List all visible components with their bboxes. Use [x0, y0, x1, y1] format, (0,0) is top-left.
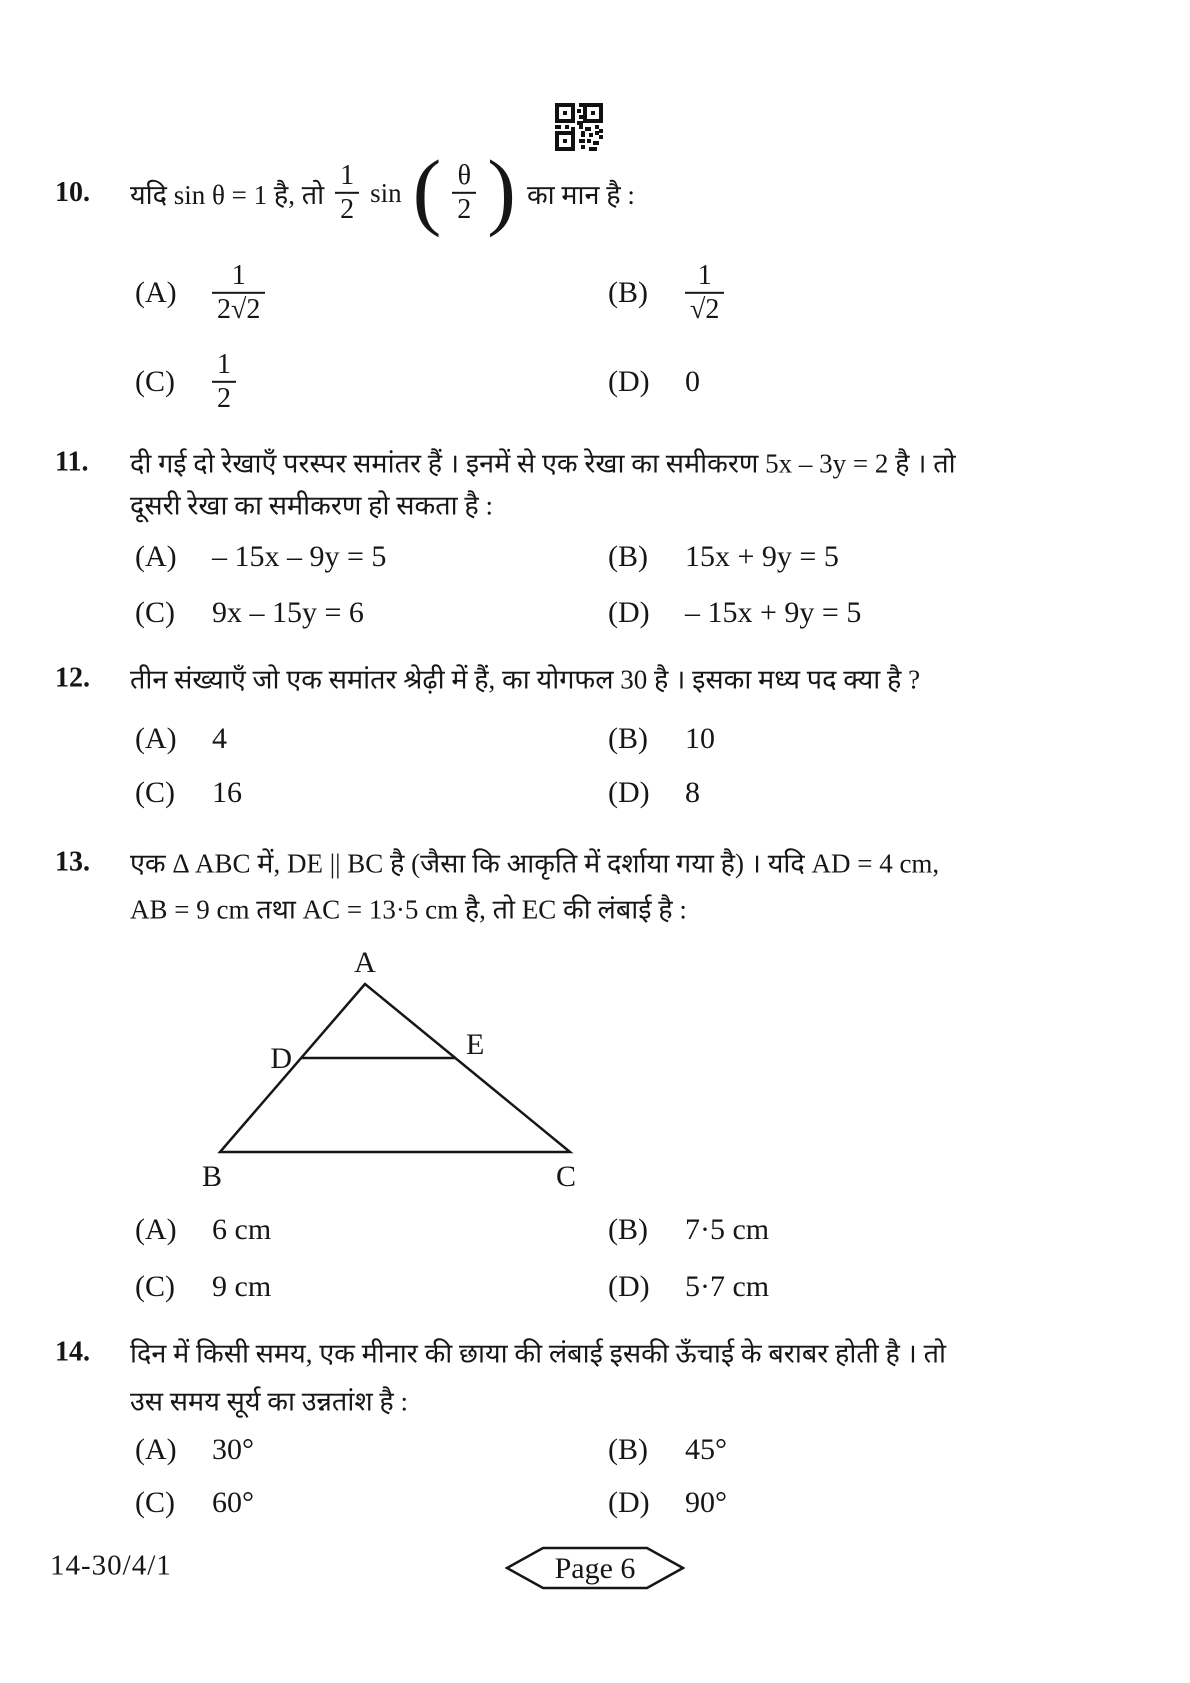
q12-option-b	[608, 722, 715, 756]
option-value: 90°	[685, 1486, 727, 1519]
question-11-number: 11.	[55, 446, 89, 477]
sin-symbol: sin	[370, 177, 402, 208]
q14-option-b	[608, 1433, 727, 1467]
question-10-text-prefix: यदि sin θ = 1 है, तो	[130, 179, 325, 210]
option-value: 8	[685, 776, 700, 809]
option-label: (B)	[608, 1213, 648, 1246]
option-label: (A)	[135, 1433, 177, 1466]
option-label: (D)	[608, 1270, 650, 1303]
option-label: (D)	[608, 365, 650, 398]
option-value: 4	[212, 722, 227, 755]
option-value: 45°	[685, 1433, 727, 1466]
option-fraction: $\frac{1}{2√2}$	[212, 260, 265, 326]
question-13-line1: एक Δ ABC में, DE || BC है (जैसा कि आकृति में दर्शाया गया है) । यदि AD = 4 cm,	[130, 848, 940, 879]
question-13-line2-wrap	[130, 890, 687, 927]
q13-option-a	[135, 1213, 271, 1247]
fraction-theta-over-two: $\frac{\theta}{2}$	[452, 160, 476, 226]
q12-option-a	[135, 722, 227, 756]
option-value: 9x – 15y = 6	[212, 596, 364, 629]
question-13	[55, 844, 939, 881]
option-label: (C)	[135, 365, 175, 398]
vertex-label-b: B	[202, 1160, 223, 1193]
option-label: (B)	[608, 540, 648, 573]
q13-option-d	[608, 1270, 769, 1304]
question-14-number: 14.	[55, 1336, 90, 1367]
q12-option-c	[135, 776, 242, 810]
paper-code: 14-30/4/1	[50, 1549, 172, 1582]
question-13-line2: AB = 9 cm तथा AC = 13·5 cm है, तो EC की लंबाई है :	[130, 894, 687, 925]
q11-option-b	[608, 540, 839, 574]
option-value: 9 cm	[212, 1270, 272, 1303]
q11-option-a	[135, 540, 386, 574]
question-12	[55, 660, 920, 697]
question-12-line1: तीन संख्याएँ जो एक समांतर श्रेढ़ी में हैं, का योगफल 30 है । इसका मध्य पद क्या है ?	[130, 664, 921, 695]
fraction-one-half: $\frac{1}{2}$	[335, 160, 359, 226]
option-value: 15x + 9y = 5	[685, 540, 839, 573]
q10-option-c	[135, 349, 236, 415]
option-label: (C)	[135, 1486, 175, 1519]
option-label: (B)	[608, 1433, 648, 1466]
question-14-line2-wrap	[130, 1382, 408, 1419]
q13-option-b	[608, 1213, 769, 1247]
option-value: 7·5 cm	[685, 1213, 770, 1246]
triangle-figure	[180, 932, 580, 1197]
q14-option-d	[608, 1486, 727, 1520]
question-10-text-suffix: का मान है :	[526, 179, 635, 210]
option-value: 16	[212, 776, 242, 809]
option-value: 10	[685, 722, 715, 755]
q10-option-d	[608, 365, 700, 399]
option-label: (A)	[135, 1213, 177, 1246]
q11-option-d	[608, 596, 861, 630]
option-label: (A)	[135, 276, 177, 309]
option-label: (D)	[608, 596, 650, 629]
option-label: (B)	[608, 722, 648, 755]
question-11	[55, 444, 956, 481]
q13-option-c	[135, 1270, 271, 1304]
option-label: (B)	[608, 276, 648, 309]
option-label: (D)	[608, 1486, 650, 1519]
question-10-number: 10.	[55, 177, 90, 208]
q10-option-b	[608, 260, 724, 326]
option-value: 0	[685, 365, 700, 398]
q12-option-d	[608, 776, 700, 810]
question-13-number: 13.	[55, 846, 90, 877]
page-number-label: Page 6	[554, 1552, 636, 1585]
option-label: (D)	[608, 776, 650, 809]
qr-code-icon	[555, 103, 603, 151]
option-label: (A)	[135, 540, 177, 573]
question-10: 10. यदि sin θ = 1 है, तो $\frac{1}{2}$ sin ( $\frac{\theta}{2}$ ) का मान है :	[55, 142, 635, 238]
option-label: (A)	[135, 722, 177, 755]
vertex-label-c: C	[556, 1160, 577, 1193]
option-value: 60°	[212, 1486, 254, 1519]
option-value: 6 cm	[212, 1213, 272, 1246]
q11-option-c	[135, 596, 364, 630]
option-fraction: $\frac{1}{√2}$	[685, 260, 724, 326]
page-number-badge	[505, 1545, 685, 1591]
question-14-line2: उस समय सूर्य का उन्नतांश है :	[130, 1386, 409, 1417]
point-label-d: D	[270, 1042, 292, 1075]
point-label-e: E	[466, 1028, 485, 1061]
option-value: 5·7 cm	[685, 1270, 770, 1303]
option-value: – 15x – 9y = 5	[212, 540, 387, 573]
question-11-line2: दूसरी रेखा का समीकरण हो सकता है :	[130, 490, 493, 521]
option-label: (C)	[135, 776, 175, 809]
vertex-label-a: A	[354, 946, 376, 979]
option-value: – 15x + 9y = 5	[685, 596, 862, 629]
q10-option-a	[135, 260, 265, 326]
question-12-number: 12.	[55, 662, 90, 693]
question-11-line1: दी गई दो रेखाएँ परस्पर समांतर हैं । इनमें से एक रेखा का समीकरण 5x – 3y = 2 है । तो	[130, 448, 956, 479]
question-14-line1: दिन में किसी समय, एक मीनार की छाया की लंबाई इसकी ऊँचाई के बराबर होती है । तो	[130, 1338, 946, 1369]
q14-option-c	[135, 1486, 254, 1520]
option-label: (C)	[135, 596, 175, 629]
q14-option-a	[135, 1433, 254, 1467]
question-14	[55, 1334, 946, 1371]
option-value: 30°	[212, 1433, 254, 1466]
question-11-line2-wrap	[130, 486, 493, 523]
option-fraction: $\frac{1}{2}$	[212, 349, 236, 415]
option-label: (C)	[135, 1270, 175, 1303]
